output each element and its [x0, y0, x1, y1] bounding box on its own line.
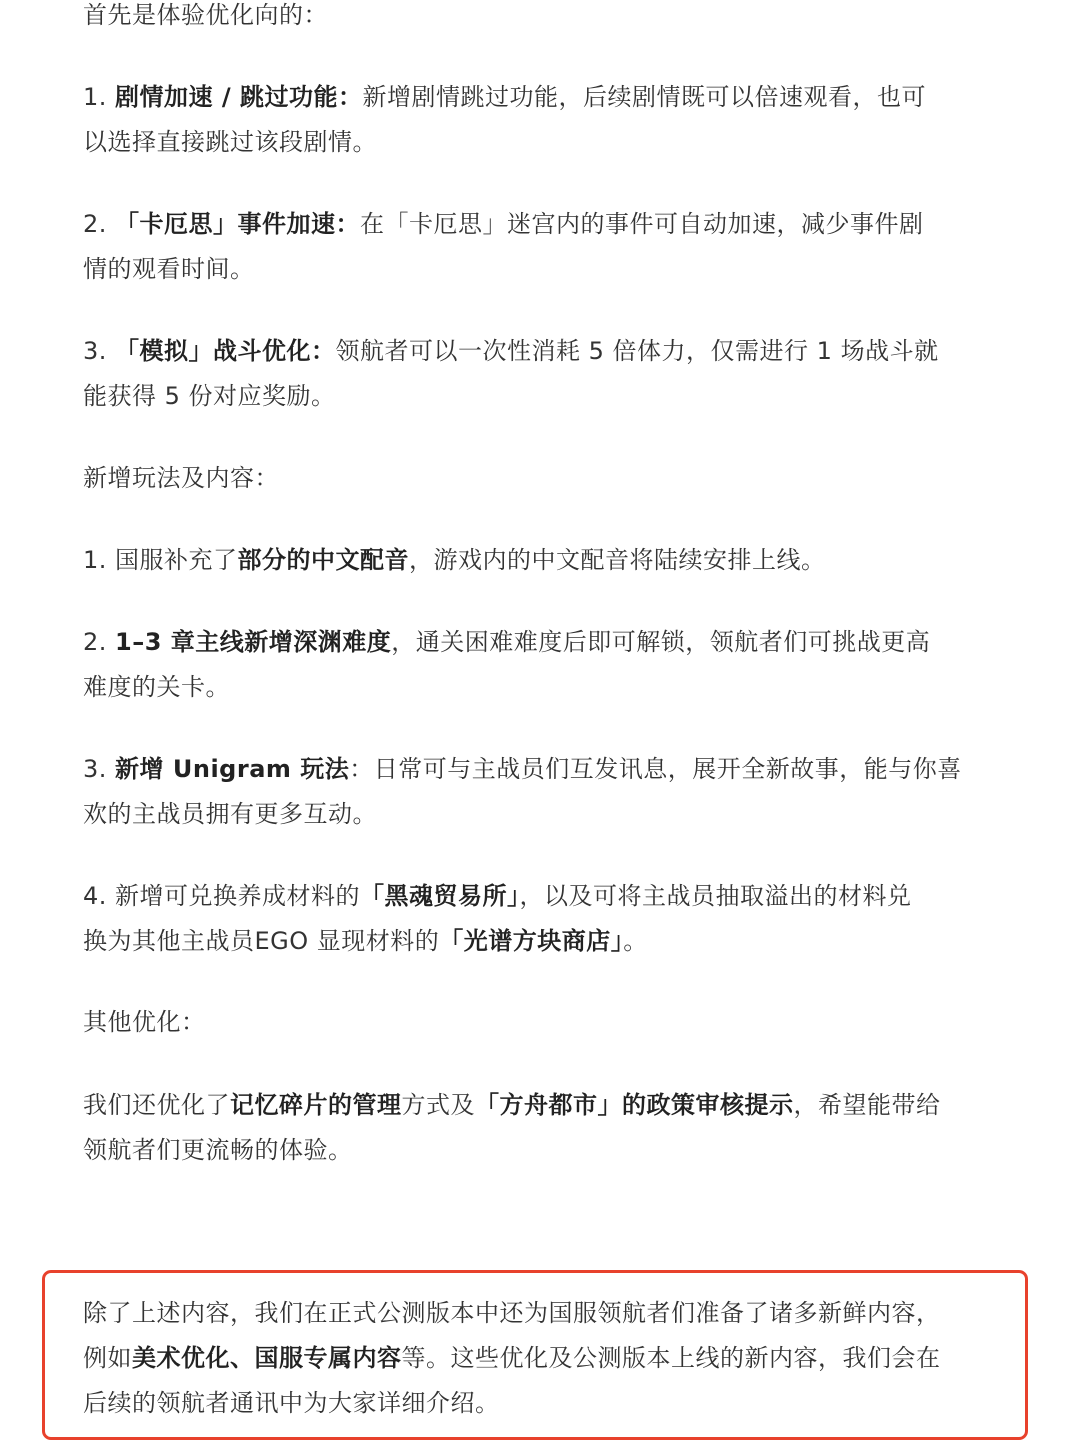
- paragraph-line: [83, 874, 912, 919]
- paragraph-line: [83, 120, 377, 165]
- text: 新增剧情跳过功能，后续剧情既可以倍速观看，也可: [362, 83, 927, 111]
- paragraph-line: [83, 792, 377, 837]
- text: ，通关困难难度后即可解锁，领航者们可挑战更高: [391, 628, 931, 656]
- paragraph-line: [83, 538, 826, 583]
- text: 3.: [83, 755, 116, 783]
- text: 新增玩法及内容：: [83, 464, 279, 492]
- text: ，希望能带给: [793, 1091, 941, 1119]
- paragraph-line: [83, 329, 939, 374]
- paragraph-line: [83, 1083, 941, 1128]
- paragraph-line: [83, 1381, 500, 1426]
- paragraph-line: [83, 75, 926, 120]
- bold-text: 「光谱方块商店」: [439, 927, 624, 955]
- text: 1. 国服补充了: [83, 546, 238, 574]
- text: 除了上述内容，我们在正式公测版本中还为国服领航者们准备了诸多新鲜内容，: [83, 1299, 941, 1327]
- bold-text: 新增 Unigram 玩法: [115, 755, 350, 783]
- text: 4. 新增可兑换养成材料的: [83, 882, 361, 910]
- text: 方式及: [401, 1091, 475, 1119]
- text: ：日常可与主战员们互发讯息，展开全新故事，能与你喜: [349, 755, 962, 783]
- text: ，游戏内的中文配音将陆续安排上线。: [409, 546, 826, 574]
- paragraph-line: [83, 456, 279, 501]
- paragraph-line: [83, 374, 336, 419]
- bold-text: 「模拟」战斗优化：: [115, 337, 336, 365]
- bold-text: 「黑魂贸易所」: [360, 882, 520, 910]
- paragraph-line: [83, 1291, 941, 1336]
- paragraph-line: [83, 1336, 941, 1381]
- text: 以选择直接跳过该段剧情。: [83, 128, 377, 156]
- text: 1.: [83, 83, 116, 111]
- text: 我们还优化了: [83, 1091, 230, 1119]
- bold-text: 美术优化、国服专属内容: [132, 1344, 402, 1372]
- bold-text: 剧情加速 / 跳过功能：: [115, 83, 363, 111]
- text: 其他优化：: [83, 1008, 206, 1036]
- paragraph-line: [83, 919, 648, 964]
- bold-text: 「卡厄思」事件加速：: [115, 210, 361, 238]
- paragraph-line: [83, 247, 255, 292]
- paragraph-line: [83, 665, 230, 710]
- text: 例如: [83, 1344, 132, 1372]
- text: 在「卡厄思」迷宫内的事件可自动加速，减少事件剧: [360, 210, 924, 238]
- text: 等。这些优化及公测版本上线的新内容，我们会在: [401, 1344, 941, 1372]
- text: 领航者可以一次性消耗 5 倍体力，仅需进行 1 场战斗就: [335, 337, 939, 365]
- text: 难度的关卡。: [83, 673, 230, 701]
- text: ，以及可将主战员抽取溢出的材料兑: [519, 882, 912, 910]
- text: 2.: [83, 210, 116, 238]
- bold-text: 「方舟都市」的政策审核提示: [475, 1091, 794, 1119]
- text: 。: [623, 927, 648, 955]
- bold-text: 记忆碎片的管理: [230, 1091, 402, 1119]
- text: 换为其他主战员EGO 显现材料的: [83, 927, 440, 955]
- paragraph-line: [83, 0, 328, 38]
- text: 情的观看时间。: [83, 255, 255, 283]
- text: 后续的领航者通讯中为大家详细介绍。: [83, 1389, 500, 1417]
- paragraph-line: [83, 1000, 206, 1045]
- paragraph-line: [83, 620, 930, 665]
- text: 能获得 5 份对应奖励。: [83, 382, 336, 410]
- paragraph-line: [83, 1128, 353, 1173]
- text: 首先是体验优化向的：: [83, 1, 328, 29]
- text: 2.: [83, 628, 116, 656]
- bold-text: 部分的中文配音: [237, 546, 410, 574]
- text: 欢的主战员拥有更多互动。: [83, 800, 377, 828]
- paragraph-line: [83, 747, 962, 792]
- bold-text: 1–3 章主线新增深渊难度: [115, 628, 392, 656]
- text: 领航者们更流畅的体验。: [83, 1136, 353, 1164]
- text: 3.: [83, 337, 116, 365]
- paragraph-line: [83, 202, 924, 247]
